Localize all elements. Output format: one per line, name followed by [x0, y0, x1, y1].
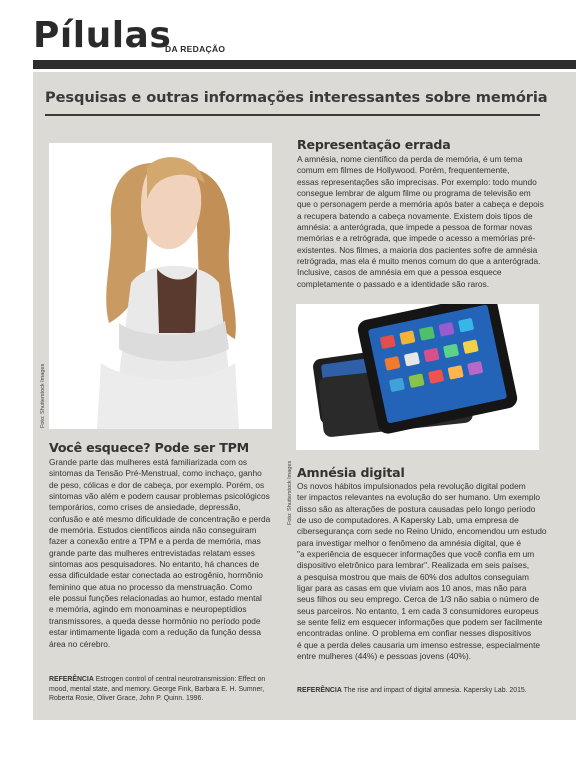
- page-bottom-margin: [33, 720, 576, 758]
- smartphones-photo: [296, 304, 539, 450]
- photo1-credit: Foto: Shutterstock Images: [40, 363, 46, 428]
- page-header: [0, 0, 576, 72]
- smartphones-illustration: [296, 304, 539, 450]
- header-bar: [33, 60, 576, 69]
- representacao-body: A amnésia, nome científico da perda de memória, é um tema comum em filmes de Hollywood. Porém, frequentemente, essas representações são imprecisas. Por exemplo: todo mundo consegue lembrar de algum filme ou programa de televisão em que o personagem perde a memória após bater a cabeça e depois a recupera batendo a cabeça novamente. Existem dois tipos de amnésia: a anterógrada, que impede a pessoa de formar novas memórias e a retrógrada, que impede o acesso a memórias pré- existentes. Nos filmes, a maioria dos pacientes sofre de amnésia retrógrada, mas ela é muito menos comum do que a anterógrada. Inclusive, casos de amnésia em que a pessoa esquece completamente o passado e a identidade são raros.: [297, 154, 544, 289]
- digital-title: Amnésia digital: [297, 465, 405, 480]
- representacao-title: Representação errada: [297, 137, 451, 152]
- woman-illustration: [49, 143, 272, 429]
- headline-divider: [45, 114, 540, 116]
- digital-body: Os novos hábitos impulsionados pela revolução digital podem ter impactos relevantes na evolução do ser humano. Um exemplo disso são as alterações de postura causadas pelo longo período de uso de computadores. A Kapersky Lab, uma empresa de cibersegurança com sede no Reino Unido, encomendou um estudo para investigar melhor o fenômeno da amnésia digital, que é "a experiência de esquecer informações que você confia em um dispositivo eletrônico para lembrar". Realizada em seis países, a pesquisa mostrou que mais de 60% dos adultos conseguiam ligar para as casas em que viviam aos 10 anos, mas não para seus filhos ou seu emprego. Cerca de 1/3 não sabia o número de seus parceiros. No entanto, 1 em cada 3 consumidores europeus se sente feliz em esquecer informações que podem ser facilmente encontradas online. O problema em confiar nesses dispositivos é que a perda deles causaria um imenso estresse, especialmente entre mulheres (44%) e pessoas jovens (40%).: [297, 481, 547, 662]
- tpm-reference: REFERÊNCIA Estrogen control of central neurotransmission: Effect on mood, mental state, and memory. George Fink, Barbara E. H. Sumner, Roberta Rosie, Oliver Grace, John P. Quinn. 1996.: [49, 676, 266, 703]
- page-headline: Pesquisas e outras informações interessantes sobre memória: [45, 89, 548, 106]
- section-subtitle: DA REDAÇÃO: [165, 44, 226, 54]
- photo2-credit: Foto: Shutterstock Images: [287, 460, 293, 525]
- tpm-reference-label: REFERÊNCIA: [49, 676, 94, 683]
- tpm-body: Grande parte das mulheres está familiarizada com os sintomas da Tensão Pré-Menstrual, como inchaço, ganho de peso, cólicas e dor de cabeça, por exemplo. Porém, os sintomas vão além e podem causar problemas psicológicos temporários, como crises de ansiedade, depressão, confusão e até mesmo dificuldade de concentração e perda de memória. Estudos científicos ainda não conseguiram fazer a conexão entre a TPM e a perda de memória, mas grande parte das mulheres entrevistadas relatam esses sintomas aos pesquisadores. No entanto, há chances de essa dificuldade estar conectada ao estrogênio, hormônio feminino que atua no processo da menstruação. Como ele possui funções relacionadas ao humor, estado mental e memória, agindo em monoaminas e neuropeptídios transmissores, a queda desse hormônio no período pode estar intimamente ligada com a redução da função dessa área no cérebro.: [49, 457, 271, 649]
- digital-reference-label: REFERÊNCIA: [297, 687, 342, 694]
- digital-reference: REFERÊNCIA The rise and impact of digital amnesia. Kapersky Lab. 2015.: [297, 687, 527, 694]
- woman-photo: [49, 143, 272, 429]
- tpm-title: Você esquece? Pode ser TPM: [49, 440, 249, 455]
- section-title: Pílulas: [33, 15, 172, 56]
